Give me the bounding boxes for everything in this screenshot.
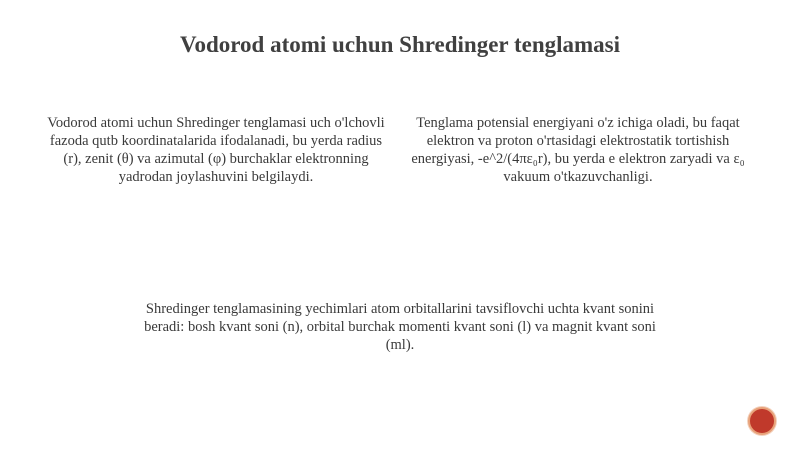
paragraph-quantum-numbers: Shredinger tenglamasining yechimlari atom orbitallarini tavsiflovchi uchta kvant sonini beradi: bosh kvant soni (n), orbital burchak momenti kvant soni (l) va magnit kvant soni (ml). [144, 301, 656, 353]
red-circle-icon[interactable] [748, 407, 776, 435]
paragraph-potential-energy: Tenglama potensial energiyani o'z ichiga oladi, bu faqat elektron va proton o'rtasidagi elektrostatik tortishish energiyasi, -e^2/(4πε₀r), bu yerda e elektron zaryadi va ε₀ vakuum o'tkazuvchanligi. [411, 115, 745, 185]
slide-title: Vodorod atomi uchun Shredinger tenglamasi [179, 32, 621, 57]
paragraph-coordinates: Vodorod atomi uchun Shredinger tenglamasi uch o'lchovli fazoda qutb koordinatalarida ifodalanadi, bu yerda radius (r), zenit (θ) va azimutal (φ) burchaklar elektronning yadrodan joylashuvini belgilaydi. [47, 115, 385, 185]
